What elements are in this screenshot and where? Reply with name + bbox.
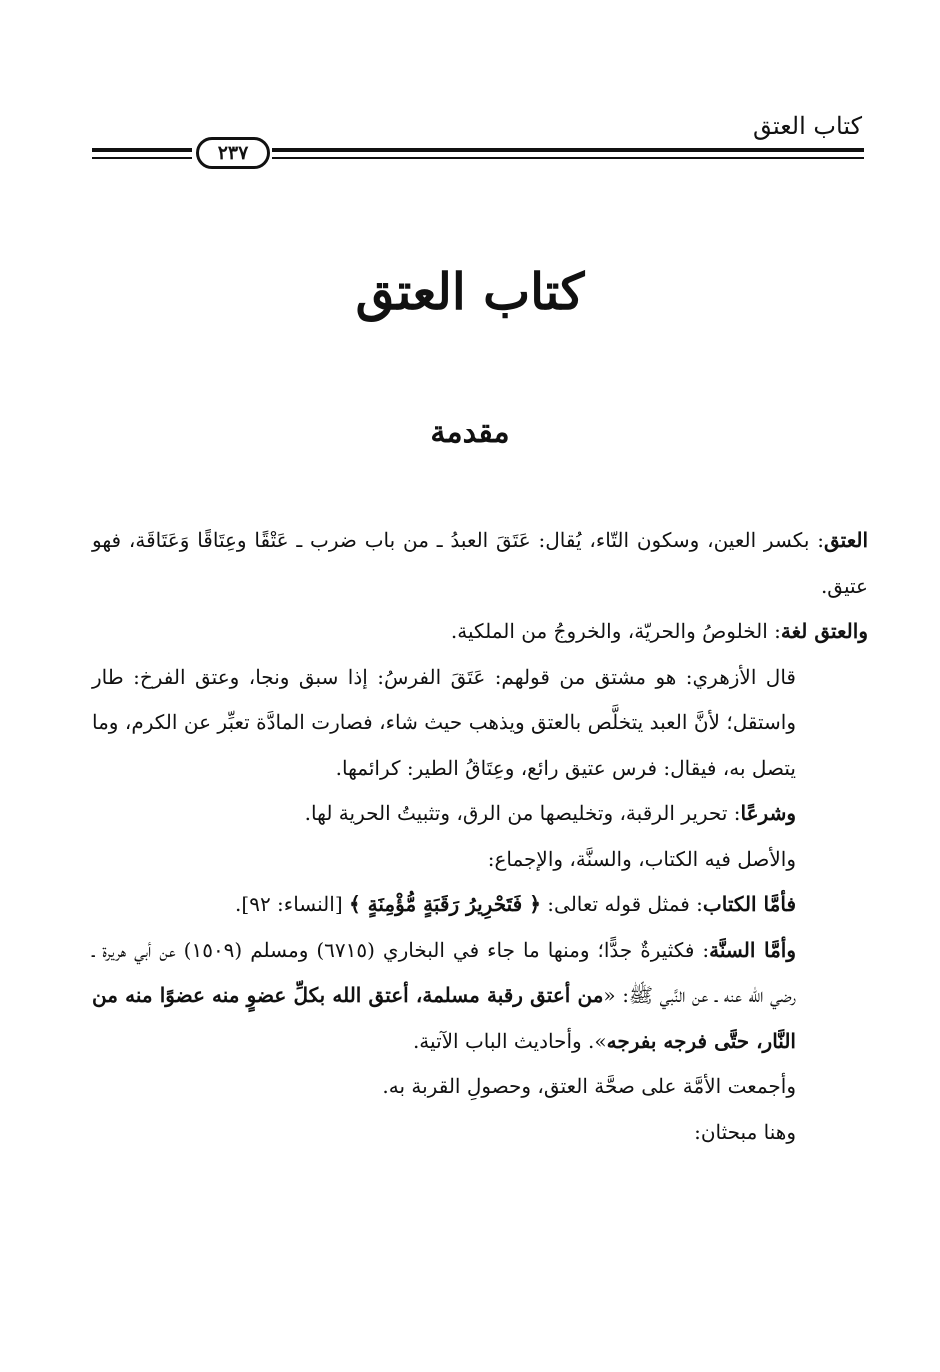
paragraph-text: والأصل فيه الكتاب، والسنَّة، والإجماع: [487,846,796,871]
header-rule-right-thin [272,157,864,159]
paragraph-legal [92,791,868,837]
term-lead: العتق [823,528,868,552]
verse-reference: [النساء: ٩٢]. [235,892,349,916]
paragraph-text: : بكسر العين، وسكون التّاء، يُقال: عَتَقَ العبدُ ـ من باب ضرب ـ عَتْقًا وعِتَاقًا وَعَتَاقَة، فهو عتيق. [92,528,868,598]
term-lead: وشرعًا [740,801,796,825]
paragraph-text: : فكثيرةٌ جدًّا؛ ومنها ما جاء في البخاري (٦٧١٥) ومسلم (١٥٠٩) عن أبي هريرة ـ رضي الله عنه ـ عن النَّبي ﷺ: « [92,937,796,1007]
hadith-text: من أعتق رقبة مسلمة، أعتق الله بكلِّ عضوٍ منه عضوًا منه من النَّار، حتَّى فرجه بفرجه [92,983,796,1053]
quran-verse: ﴿ فَتَحْرِيرُ رَقَبَةٍ مُّؤْمِنَةٍ ﴾ [348,892,541,916]
term-lead: والعتق لغة [780,619,868,643]
paragraph-text: : الخلوصُ والحريّة، والخروجُ من الملكية. [450,619,781,643]
paragraph-text: : فمثل قوله تعالى: [540,892,703,916]
running-header-title: كتاب العتق [752,112,862,140]
header-rule-left [92,148,192,152]
paragraph-text: قال الأزهري: هو مشتق من قولهم: عَتَقَ الفرسُ: إذا سبق ونجا، وعتق الفرخ: طار واستقل؛ لأنَّ العبد يتخلَّص بالعتق ويذهب حيث شاء، فصارت المادَّة تعبِّر عن الكرم، وما يتصل به، فيقال: فرس عتيق رائع، وعِتَاقُ الطير: كرائمها. [92,664,796,780]
term-lead: فأمَّا الكتاب [702,892,796,916]
paragraph-tail: ». وأحاديث الباب الآتية. [412,1028,607,1053]
paragraph-topics [92,1110,868,1156]
paragraph-book [92,882,868,928]
term-lead: وأمَّا السنَّة [709,937,797,962]
header-rule-left-thin [92,157,192,159]
paragraph-consensus [92,1064,868,1110]
paragraph-text: : تحرير الرقبة، وتخليصها من الرق، وتثبيتُ الحرية لها. [304,801,741,825]
paragraph-sunnah [92,928,868,1065]
paragraph-text: وهنا مبحثان: [694,1119,796,1144]
book-title: كتاب العتق [355,262,585,321]
header-rule-right [272,148,864,152]
paragraph-linguistic [92,609,868,655]
paragraph-definition [92,518,868,609]
body-text [92,518,868,1155]
paragraph-azhari [92,655,868,792]
section-title: مقدمة [430,415,510,450]
page-number: ٢٣٧ [196,137,270,169]
paragraph-text: وأجمعت الأمَّة على صحَّة العتق، وحصولِ القربة به. [382,1074,796,1098]
paragraph-sources [92,837,868,883]
